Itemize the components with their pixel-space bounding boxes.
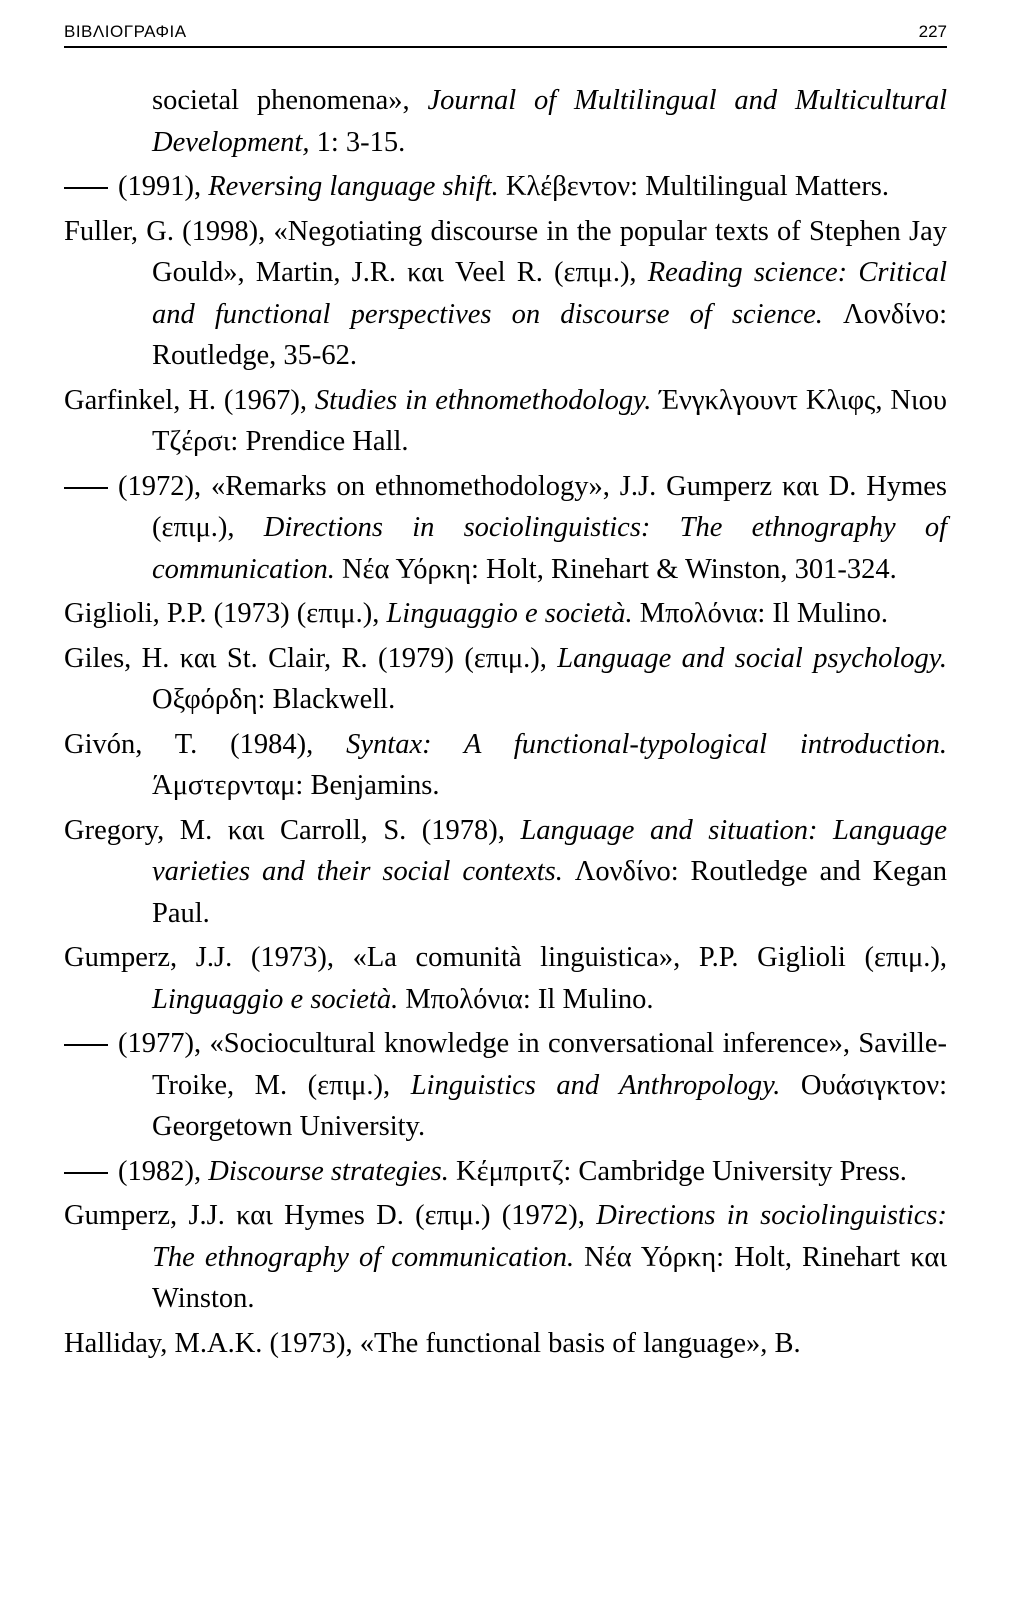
bibliography-entry: (1991), Reversing language shift. Κλέβεντον: Multilingual Matters. xyxy=(64,166,947,208)
repeat-author-dash xyxy=(64,487,108,489)
bibliography-entry: Giglioli, P.P. (1973) (επιμ.), Linguaggio e società. Μπολόνια: Il Mulino. xyxy=(64,598,888,629)
bibliography-entry: Giles, H. και St. Clair, R. (1979) (επιμ.), Language and social psychology. Οξφόρδη: Blackwell. xyxy=(64,642,947,715)
bibliography-entry: (1972), «Remarks on ethnomethodology», J.J. Gumperz και D. Hymes (επιμ.), Directions in sociolinguistics: The ethnography of communication. Νέα Υόρκη: Holt, Rinehart & Winston, 301-324. xyxy=(64,466,947,591)
repeat-author-dash xyxy=(64,187,108,189)
bibliography-entry: Garfinkel, H. (1967), Studies in ethnomethodology. Ένγκλγουντ Κλιφς, Νιου Τζέρσι: Prendice Hall. xyxy=(64,384,948,457)
running-title: ΒΙΒΛΙΟΓΡΑΦΙΑ xyxy=(64,22,187,41)
repeat-author-dash xyxy=(64,1172,108,1174)
bibliography-entry: Givón, T. (1984), Syntax: A functional-typological introduction. Άμστερνταμ: Benjamins. xyxy=(64,728,947,801)
bibliography-entry: (1982), Discourse strategies. Κέμπριτζ: Cambridge University Press. xyxy=(64,1151,947,1193)
bibliography-entry: (1977), «Sociocultural knowledge in conversational inference», Saville-Troike, M. (επιμ.), Linguistics and Anthropology. Ουάσιγκτον: Georgetown University. xyxy=(64,1023,947,1148)
bibliography-list xyxy=(64,80,947,1367)
running-header xyxy=(64,18,947,48)
bibliography-entry: Gumperz, J.J. (1973), «La comunità linguistica», P.P. Giglioli (επιμ.), Linguaggio e società. Μπολόνια: Il Mulino. xyxy=(64,942,947,1015)
bibliography-entry: Gumperz, J.J. και Hymes D. (επιμ.) (1972), Directions in sociolinguistics: The ethnography of communication. Νέα Υόρκη: Holt, Rinehart και Winston. xyxy=(64,1200,947,1314)
page-number: 227 xyxy=(918,22,947,41)
bibliography-entry: Halliday, M.A.K. (1973), «The functional basis of language», B. xyxy=(64,1327,801,1359)
bibliography-entry: Fuller, G. (1998), «Negotiating discourse in the popular texts of Stephen Jay Gould», Martin, J.R. και Veel R. (επιμ.), Reading science: Critical and functional perspectives on discourse of science. Λονδίνο: Routledge, 35-62. xyxy=(64,215,947,371)
repeat-author-dash xyxy=(64,1044,108,1046)
bibliography-entry: societal phenomena», Journal of Multilingual and Multicultural Development, 1: 3-15. xyxy=(152,85,947,158)
bibliography-entry: Gregory, M. και Carroll, S. (1978), Language and situation: Language varieties and their social contexts. Λονδίνο: Routledge and Kegan Paul. xyxy=(64,814,947,929)
